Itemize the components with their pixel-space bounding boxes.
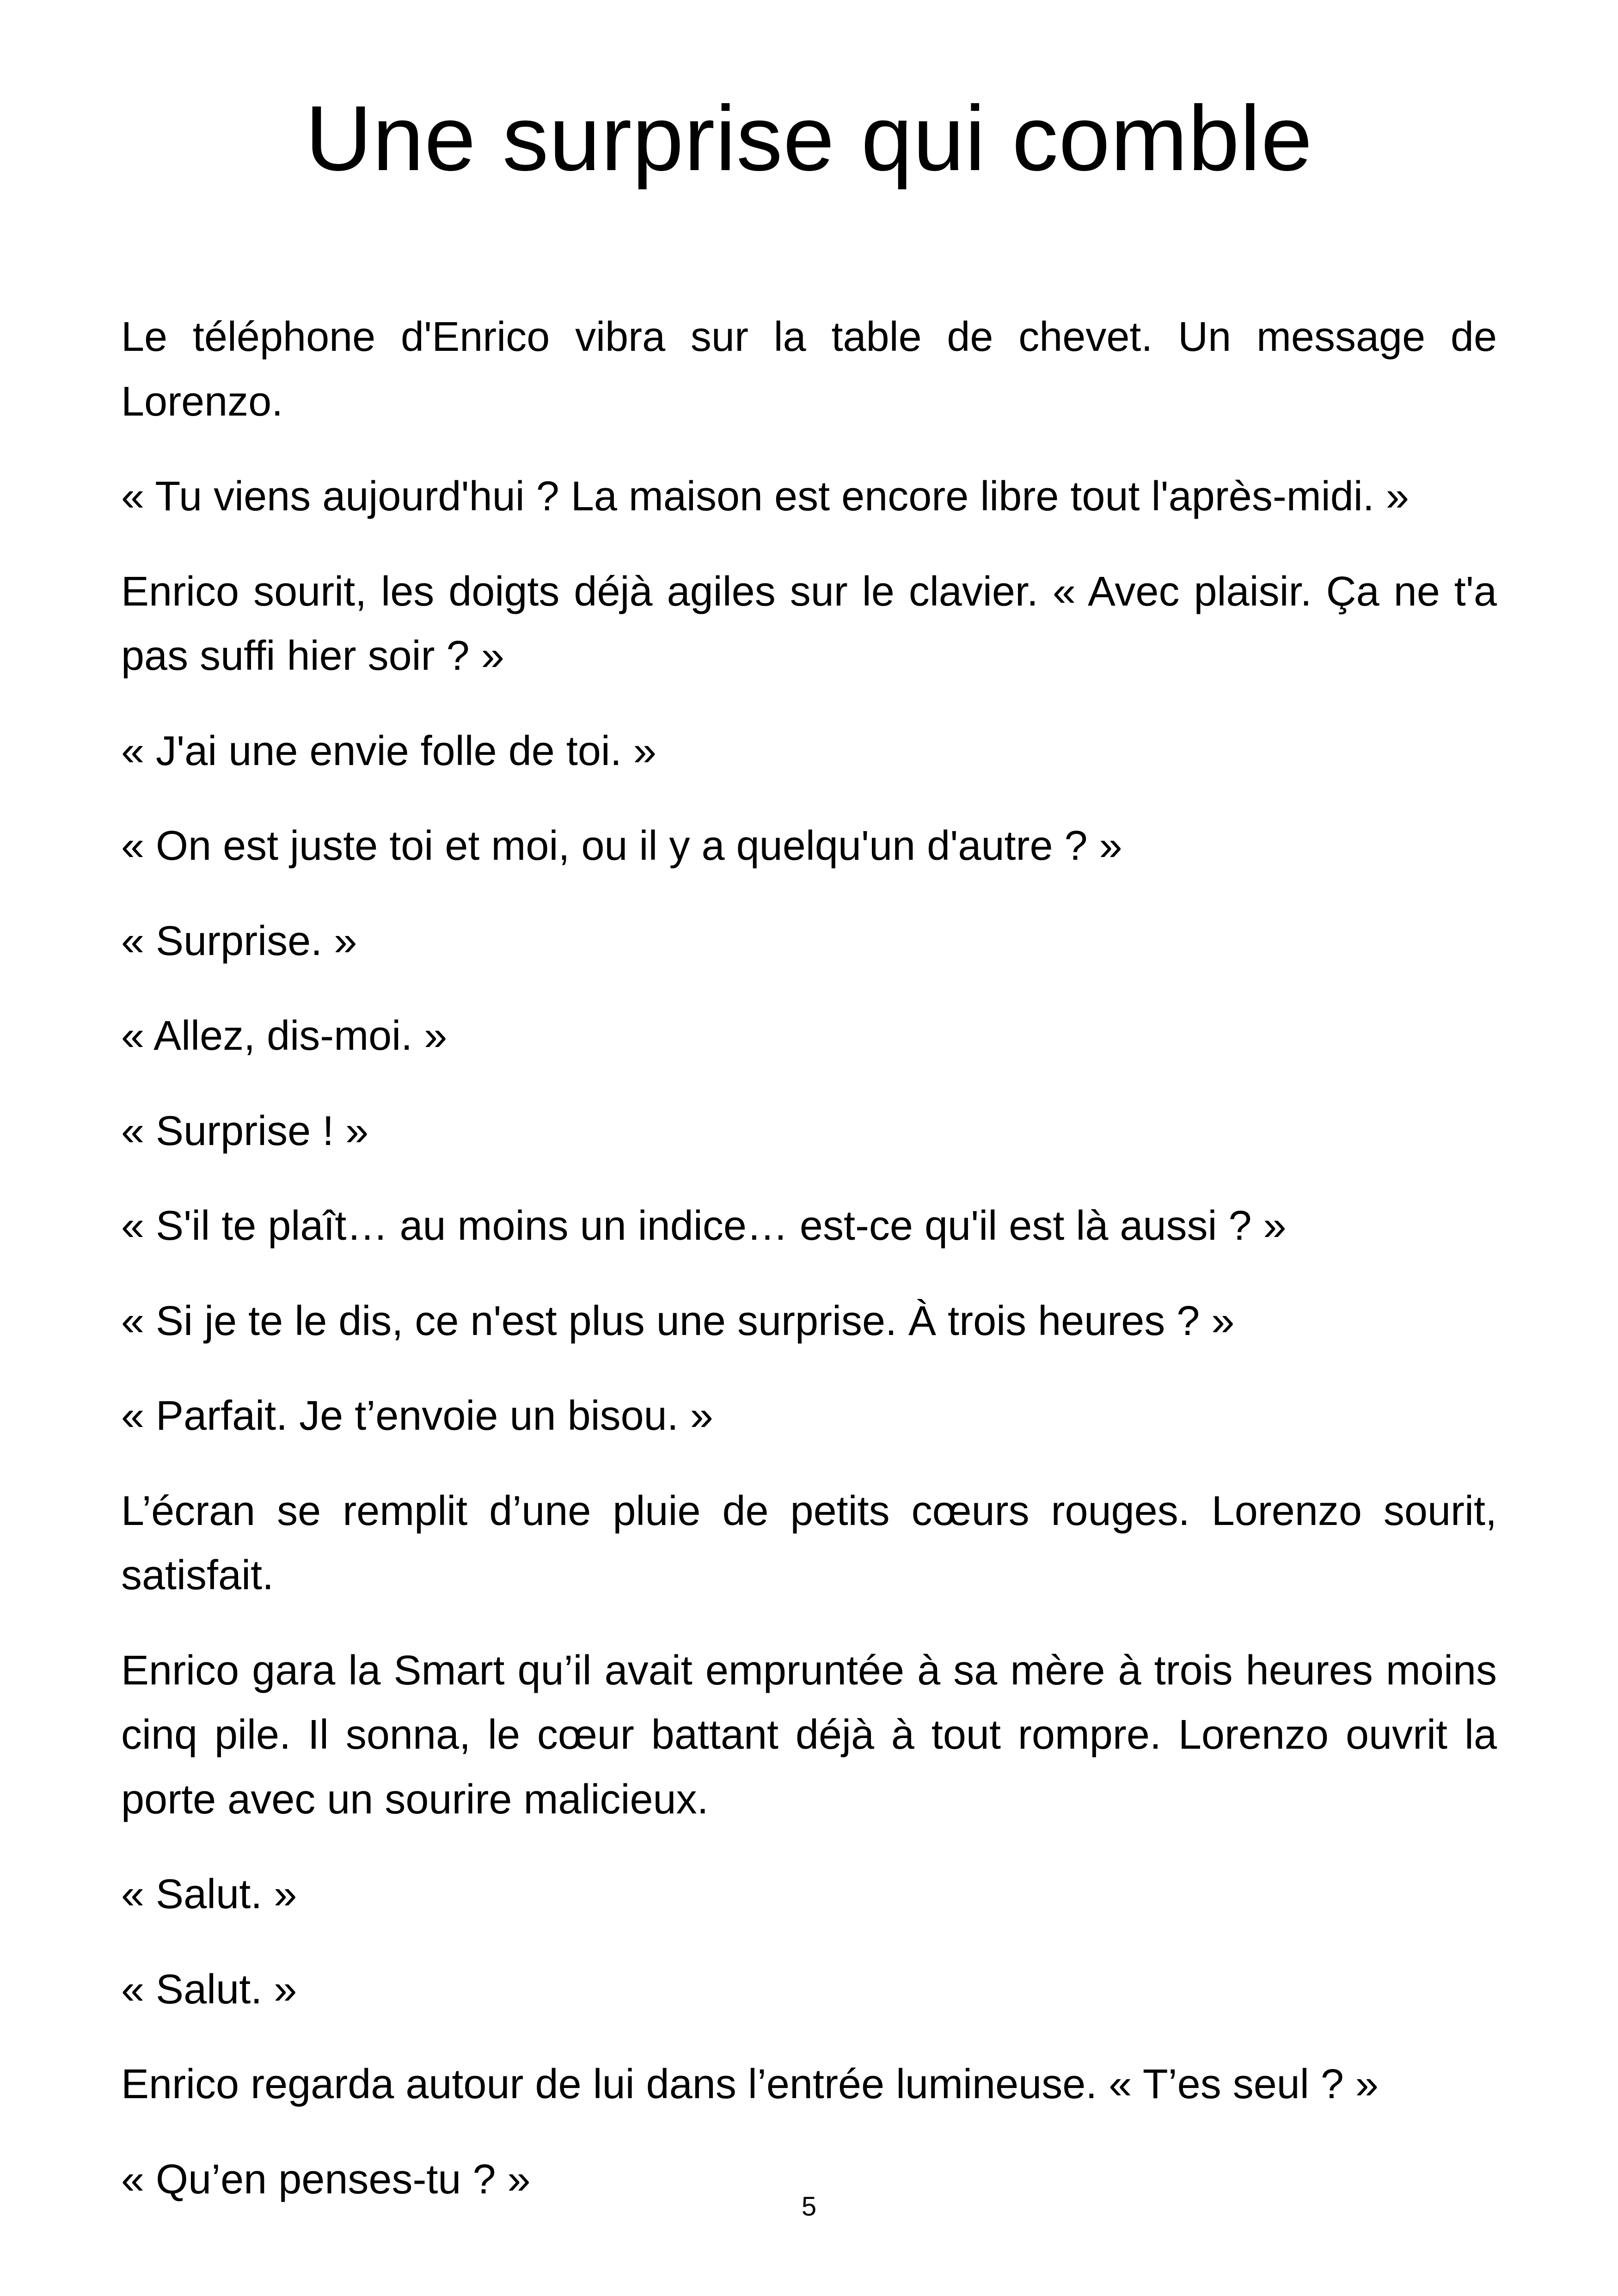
paragraph: « Si je te le dis, ce n'est plus une surprise. À trois heures ? » [121,1298,1235,1344]
paragraph: Enrico sourit, les doigts déjà agiles sur le clavier. « Avec plaisir. Ça ne t'a pas suffi hier soir ? » [121,568,1497,679]
paragraph: « On est juste toi et moi, ou il y a quelqu'un d'autre ? » [121,823,1122,869]
paragraph: « J'ai une envie folle de toi. » [121,728,656,774]
paragraph: « Surprise. » [121,918,357,964]
body-text [121,305,1497,2242]
paragraph: « S'il te plaît… au moins un indice… est-ce qu'il est là aussi ? » [121,1203,1287,1249]
paragraph: « Allez, dis-moi. » [121,1013,447,1059]
paragraph: « Tu viens aujourd'hui ? La maison est encore libre tout l'après-midi. » [121,473,1409,520]
chapter-title: Une surprise qui comble [305,87,1313,190]
paragraph: « Salut. » [121,1966,297,2013]
paragraph: « Surprise ! » [121,1108,369,1154]
paragraph: Enrico regarda autour de lui dans l’entrée lumineuse. « T’es seul ? » [121,2061,1379,2107]
paragraph: « Qu’en penses-tu ? » [121,2156,531,2203]
paragraph: « Parfait. Je t’envoie un bisou. » [121,1393,713,1439]
paragraph: L’écran se remplit d’une pluie de petits cœurs rouges. Lorenzo sourit, satisfait. [121,1488,1497,1598]
paragraph: Le téléphone d'Enrico vibra sur la table de chevet. Un message de Lorenzo. [121,314,1497,425]
page-number: 5 [801,2192,817,2222]
paragraph: Enrico gara la Smart qu’il avait empruntée à sa mère à trois heures moins cinq pile. Il sonna, le cœur battant déjà à tout rompre. Lorenzo ouvrit la porte avec un sourire malicieux. [121,1647,1497,1823]
paragraph: « Salut. » [121,1871,297,1917]
